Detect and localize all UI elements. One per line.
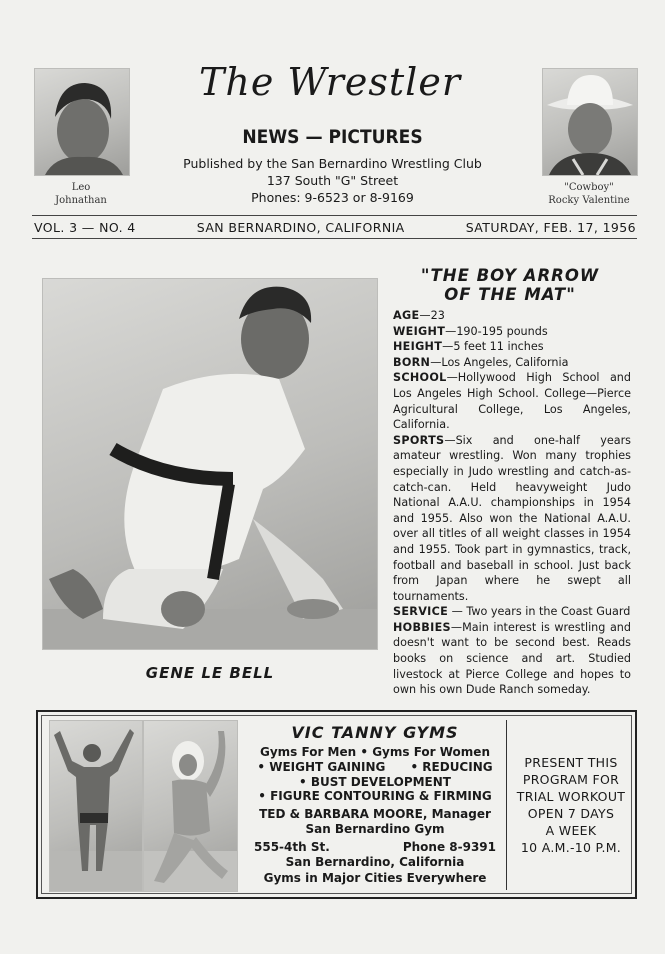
bio-value: —Main interest is wrestling and doesn't want to be second best. Reads books on science and art. Studied livestock at Pierce College and hopes to own his own Dude Ranch someday. xyxy=(393,620,631,697)
issue-date: SATURDAY, FEB. 17, 1956 xyxy=(465,220,636,235)
ad-line: San Bernardino, California xyxy=(285,854,465,869)
ad-title: VIC TANNY GYMS xyxy=(291,723,459,742)
bio-label: BORN xyxy=(393,355,431,369)
photo-caption: GENE LE BELL xyxy=(145,664,275,682)
dateline xyxy=(34,220,636,235)
ad-line: TED & BARBARA MOORE, Manager xyxy=(259,807,491,822)
ad-line: • WEIGHT GAINING • REDUCING xyxy=(257,759,493,774)
cowboy-portrait-image xyxy=(543,69,637,175)
bio-label: SCHOOL xyxy=(393,371,447,385)
bio-entry xyxy=(393,604,631,620)
ad-street: 555-4th St. xyxy=(254,839,330,854)
address-line: 137 South "G" Street xyxy=(266,173,399,188)
bio-value: —Hollywood High School and Los Angeles High School. College—Pierce Agricultural College, Los Angeles, California. xyxy=(393,371,631,432)
headline-line: OF THE MAT" xyxy=(444,285,576,304)
bio-label: SPORTS xyxy=(393,433,445,447)
caption-line: "Cowboy" xyxy=(564,182,614,193)
bio-value: —Six and one-half years amateur wrestling. Won many trophies especially in Judo wrestling and catch-as-catch-can. Held heavyweight Judo National A.A.U. championships in 1954 and 1955. Also won the National A.A.U. over all titles of all weight classes in 1954 and 1955. Took part in gymnastics, track, football and baseball in school. Just back from Japan where he swept all tournaments. xyxy=(393,433,631,603)
bio-label: SERVICE xyxy=(393,605,449,619)
ad-line: • FIGURE CONTOURING & FIRMING xyxy=(258,789,492,804)
publisher-line: Published by the San Bernardino Wrestling Club xyxy=(183,156,482,171)
model-image xyxy=(144,721,237,891)
ad-line: Gyms in Major Cities Everywhere xyxy=(263,871,487,886)
ad-details xyxy=(240,745,510,886)
volume-number: VOL. 3 — NO. 4 xyxy=(34,220,136,235)
bio-section xyxy=(393,308,631,698)
ad-line: San Bernardino Gym xyxy=(305,821,445,836)
ad-phone: Phone 8-9391 xyxy=(402,839,496,854)
publisher-info xyxy=(180,155,485,206)
headline-line: "THE BOY ARROW xyxy=(420,266,600,285)
phones-line: Phones: 9-6523 or 8-9169 xyxy=(251,190,414,205)
bio-label: WEIGHT xyxy=(393,324,446,338)
bio-value: —190-195 pounds xyxy=(445,324,548,338)
leo-johnathan-photo xyxy=(34,68,130,176)
bio-value: —Los Angeles, California xyxy=(430,355,569,369)
caption-line: Rocky Valentine xyxy=(548,195,630,206)
offer-line: PROGRAM FOR xyxy=(522,772,620,787)
bio-label: HEIGHT xyxy=(393,340,443,354)
bio-entry xyxy=(393,370,631,432)
offer-line: A WEEK xyxy=(545,823,597,838)
leo-johnathan-caption xyxy=(30,181,132,207)
rocky-valentine-caption xyxy=(534,181,644,207)
ad-line: • BUST DEVELOPMENT xyxy=(299,774,451,789)
ad-divider xyxy=(506,720,507,890)
ad-line: Gyms For Men • Gyms For Women xyxy=(260,745,490,759)
ad-model-photo xyxy=(143,720,238,892)
bio-entry xyxy=(393,339,631,355)
judo-wrestler-image xyxy=(43,279,377,649)
masthead-title: The Wrestler xyxy=(199,60,461,104)
bio-label: HOBBIES xyxy=(393,620,451,634)
caption-line: Leo xyxy=(71,182,91,193)
caption-line: Johnathan xyxy=(55,195,107,206)
bio-entry xyxy=(393,355,631,371)
bio-label: AGE xyxy=(393,309,420,322)
dateline-bottom-rule xyxy=(32,238,637,239)
offer-line: 10 A.M.-10 P.M. xyxy=(520,840,622,855)
masthead-subtitle: NEWS — PICTURES xyxy=(242,126,423,148)
ad-address-row xyxy=(240,840,510,855)
bio-entry xyxy=(393,433,631,605)
bio-entry xyxy=(393,324,631,340)
offer-line: TRIAL WORKOUT xyxy=(516,789,626,804)
offer-line: OPEN 7 DAYS xyxy=(527,806,615,821)
bio-value: — Two years in the Coast Guard xyxy=(448,605,631,619)
bio-value: —23 xyxy=(419,309,445,322)
bio-entry xyxy=(393,620,631,698)
offer-line: PRESENT THIS xyxy=(524,755,618,770)
wrestler-portrait-image xyxy=(35,69,129,175)
bio-entry xyxy=(393,308,631,324)
ad-offer xyxy=(512,754,630,856)
dateline-top-rule xyxy=(32,215,637,216)
location: SAN BERNARDINO, CALIFORNIA xyxy=(196,220,405,235)
bio-value: —5 feet 11 inches xyxy=(442,340,544,354)
gene-le-bell-photo xyxy=(42,278,378,650)
ad-bodybuilder-photo xyxy=(49,720,143,892)
rocky-valentine-photo xyxy=(542,68,638,176)
feature-headline xyxy=(410,266,610,304)
bodybuilder-image xyxy=(50,721,142,891)
